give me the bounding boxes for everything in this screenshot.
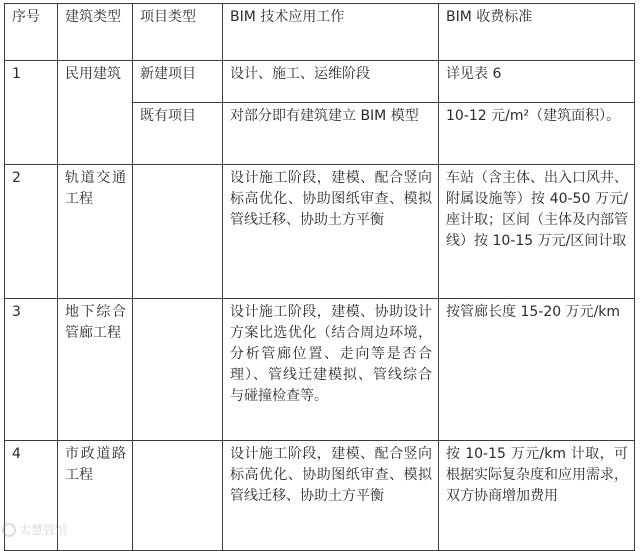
bim-work: 设计施工阶段，建模、配合竖向标高优化、协助图纸审查、模拟管线迁移、协助土方平衡 [223, 165, 439, 299]
bim-fee: 详见表 6 [439, 61, 635, 103]
header-bim-work: BIM 技术应用工作 [223, 4, 439, 61]
project-type [133, 441, 223, 551]
building-type: 市政道路工程 [58, 441, 133, 551]
bim-work: 设计、施工、运维阶段 [223, 61, 439, 103]
watermark-logo-icon [2, 523, 16, 537]
row-number: 2 [5, 165, 58, 299]
header-bim-fee: BIM 收费标准 [439, 4, 635, 61]
bim-work: 设计施工阶段，建模、协助设计方案比选优化（结合周边环境，分析管廊位置、走向等是否合理）、管线迁建模拟、管线综合与碰撞检查等。 [223, 299, 439, 441]
table-row [5, 441, 635, 551]
bim-fee: 10-12 元/m²（建筑面积）。 [439, 103, 635, 165]
bim-fee-table [4, 3, 635, 551]
row-number: 1 [5, 61, 58, 165]
table-row [5, 165, 635, 299]
row-number: 3 [5, 299, 58, 441]
header-no: 序号 [5, 4, 58, 61]
header-building-type: 建筑类型 [58, 4, 133, 61]
bim-fee: 按管廊长度 15-20 万元/km [439, 299, 635, 441]
project-type [133, 165, 223, 299]
row-number: 4 [5, 441, 58, 551]
project-type: 既有项目 [133, 103, 223, 165]
watermark-text: 太慧管馆 [19, 523, 68, 537]
bim-fee: 车站（含主体、出入口风井、附属设施等）按 40-50 万元/座计取；区间（主体及内部管线）按 10-15 万元/区间计取 [439, 165, 635, 299]
project-type [133, 299, 223, 441]
watermark [2, 521, 67, 538]
building-type: 轨道交通工程 [58, 165, 133, 299]
building-type: 地下综合管廊工程 [58, 299, 133, 441]
table-header-row [5, 4, 635, 61]
bim-work: 对部分即有建筑建立 BIM 模型 [223, 103, 439, 165]
bim-work: 设计施工阶段，建模、配合竖向标高优化、协助图纸审查、模拟管线迁移、协助土方平衡 [223, 441, 439, 551]
table-row [5, 299, 635, 441]
header-project-type: 项目类型 [133, 4, 223, 61]
table-row [5, 61, 635, 103]
bim-fee: 按 10-15 万元/km 计取，可根据实际复杂度和应用需求，双方协商增加费用 [439, 441, 635, 551]
project-type: 新建项目 [133, 61, 223, 103]
building-type: 民用建筑 [58, 61, 133, 165]
